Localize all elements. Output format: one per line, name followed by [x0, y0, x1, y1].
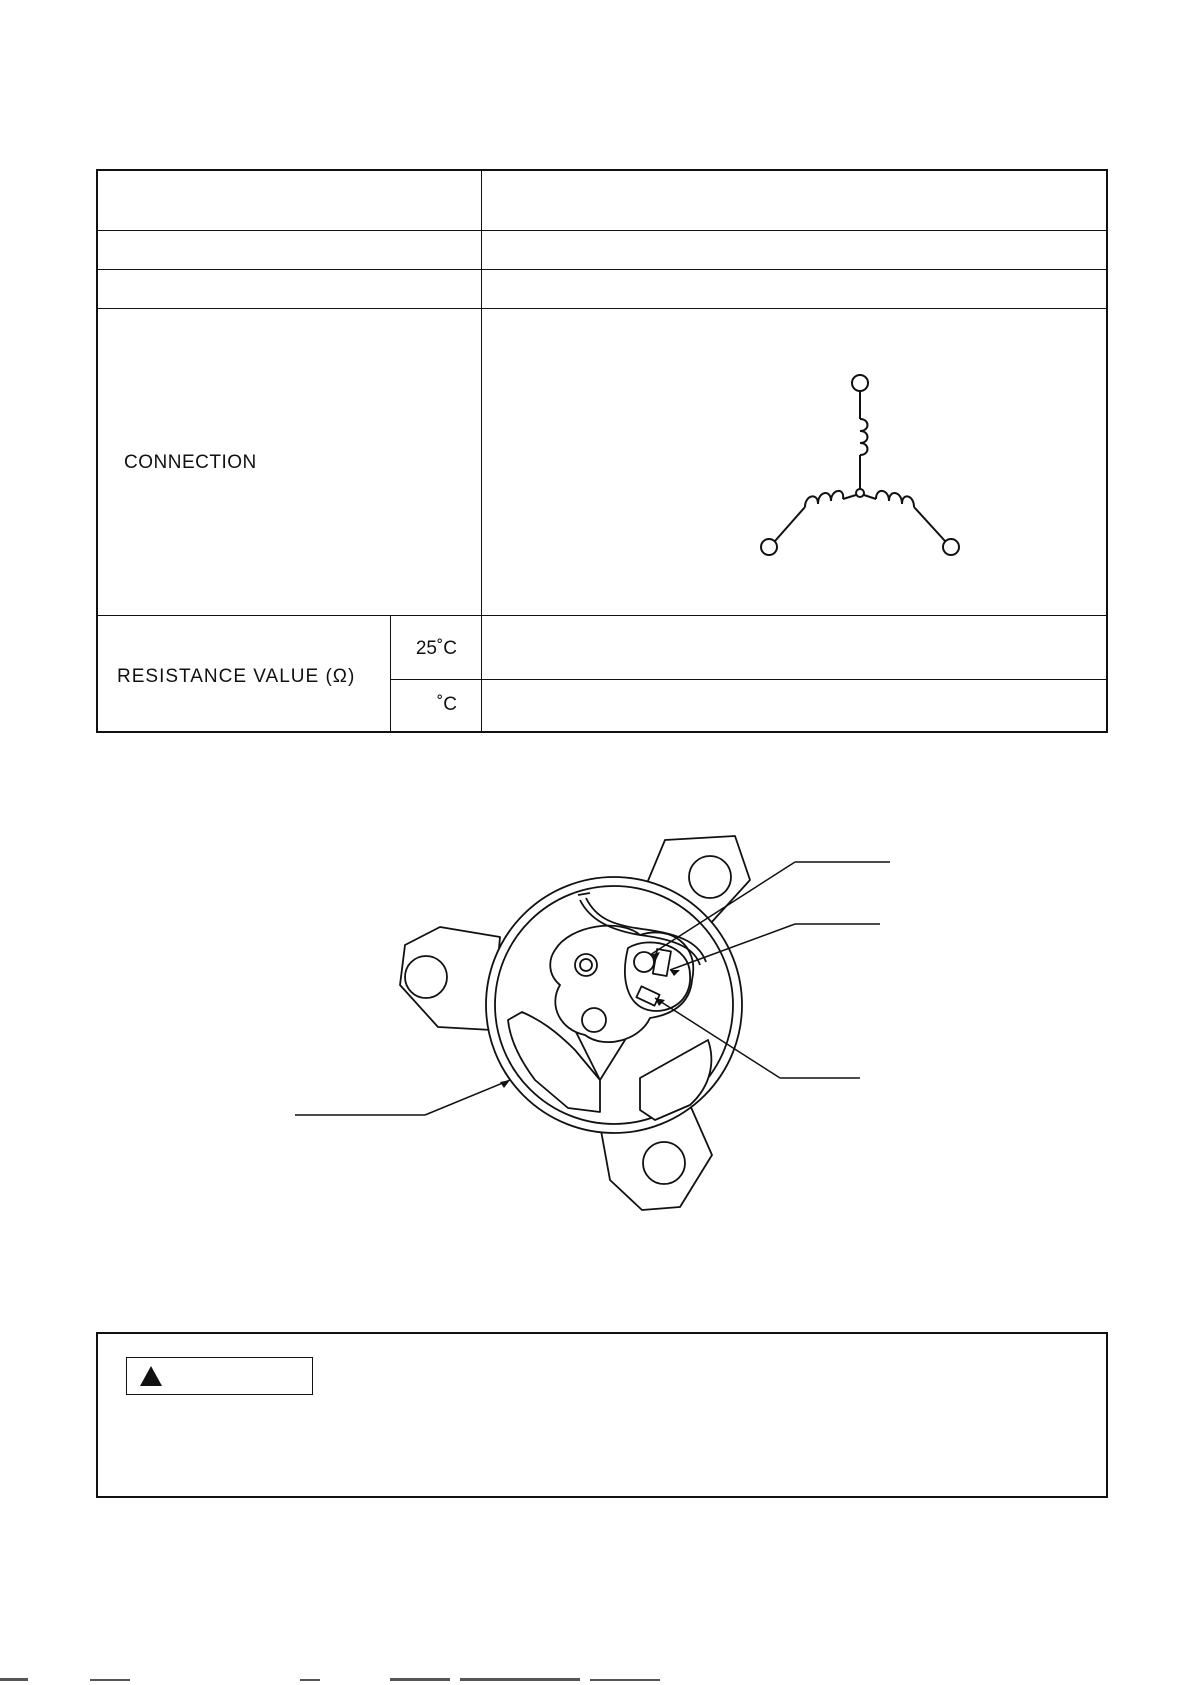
- star-connection-diagram: [718, 309, 998, 609]
- temp-other-label: ˚C: [436, 694, 457, 715]
- neutral-node-icon: [856, 489, 864, 497]
- terminal-right-icon: [943, 539, 959, 555]
- caution-box: [96, 1332, 1108, 1498]
- table-row-resistance: [98, 616, 1106, 733]
- resistance-label: RESISTANCE VALUE (Ω): [117, 666, 356, 687]
- caution-badge: [126, 1357, 313, 1395]
- table-row-3: [98, 270, 1106, 309]
- table-row-header: [98, 171, 1106, 231]
- mount-hole-top-icon: [689, 856, 731, 898]
- motor-spec-table: [96, 169, 1108, 733]
- terminal-left-icon: [761, 539, 777, 555]
- connection-label: CONNECTION: [124, 452, 257, 473]
- compressor-terminal-drawing: [0, 800, 1191, 1220]
- mount-hole-left-icon: [405, 956, 447, 998]
- table-row-2: [98, 231, 1106, 270]
- temp-25c-label: 25˚C: [415, 638, 457, 659]
- warning-triangle-icon: [139, 1365, 163, 1387]
- mount-hole-bottom-icon: [643, 1142, 685, 1184]
- terminal-top-icon: [852, 375, 868, 391]
- table-row-connection: [98, 309, 1106, 616]
- footer-scan-artifact: [0, 1676, 1191, 1685]
- temperature-column: [390, 616, 481, 731]
